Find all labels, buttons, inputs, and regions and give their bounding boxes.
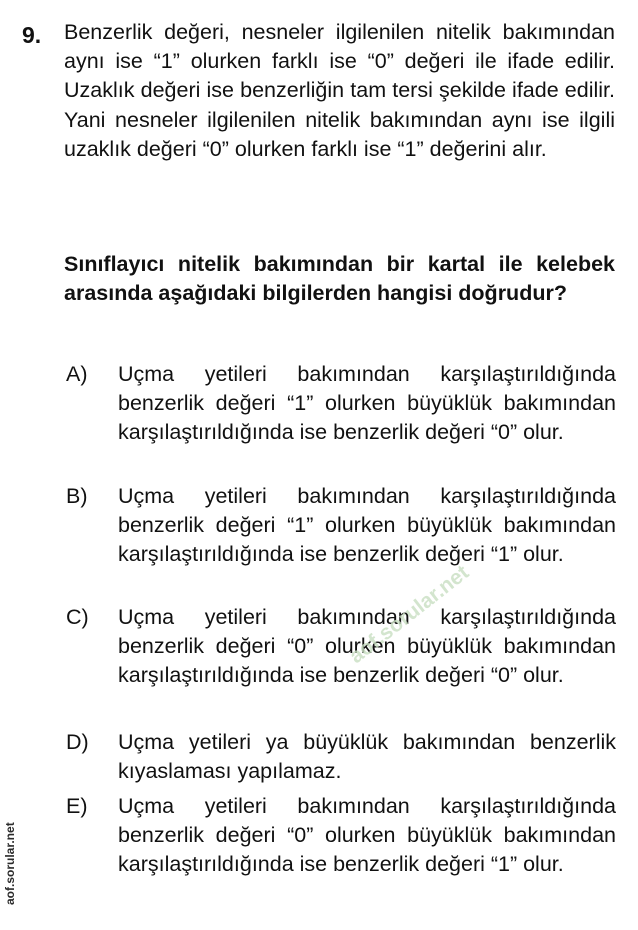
option-letter: A) — [66, 362, 88, 386]
option-text: Uçma yetileri ya büyüklük bakımından benzerlik kıyaslaması yapılamaz. — [118, 730, 616, 784]
option-letter: E) — [66, 794, 88, 818]
option-letter: C) — [66, 605, 89, 629]
option-letter: D) — [66, 730, 89, 754]
question-number: 9. — [22, 22, 42, 48]
option-text: Uçma yetileri bakımından karşılaştırıldığında benzerlik değeri “0” olurken büyüklük bakımından karşılaştırıldığında ise benzerlik değeri “1” olur. — [118, 794, 616, 877]
option-text: Uçma yetileri bakımından karşılaştırıldığında benzerlik değeri “1” olurken büyüklük bakımından karşılaştırıldığında ise benzerlik değeri “1” olur. — [118, 484, 616, 567]
option-text: Uçma yetileri bakımından karşılaştırıldığında benzerlik değeri “0” olurken büyüklük bakımından karşılaştırıldığında ise benzerlik değeri “0” olur. — [118, 605, 616, 688]
option-text: Uçma yetileri bakımından karşılaştırıldığında benzerlik değeri “1” olurken büyüklük bakımından karşılaştırıldığında ise benzerlik değeri “0” olur. — [118, 362, 616, 445]
question-prompt: Sınıflayıcı nitelik bakımından bir kartal ile kelebek arasında aşağıdaki bilgilerden hangisi doğrudur? — [64, 252, 615, 306]
question-stem: Benzerlik değeri, nesneler ilgilenilen nitelik bakımından aynı ise “1” olurken farklı ise “0” değeri ile ifade edilir. Uzaklık değeri ise benzerliğin tam tersi şekilde ifade edilir. Yani nesneler ilgilenilen nitelik bakımından aynı ise ilgili uzaklık değeri “0” olurken farklı ise “1” değerini alır. — [64, 20, 615, 161]
option-letter: B) — [66, 484, 88, 508]
center-watermark: aof.sorular.net — [345, 560, 474, 669]
side-watermark: aof.sorular.net — [3, 822, 17, 905]
